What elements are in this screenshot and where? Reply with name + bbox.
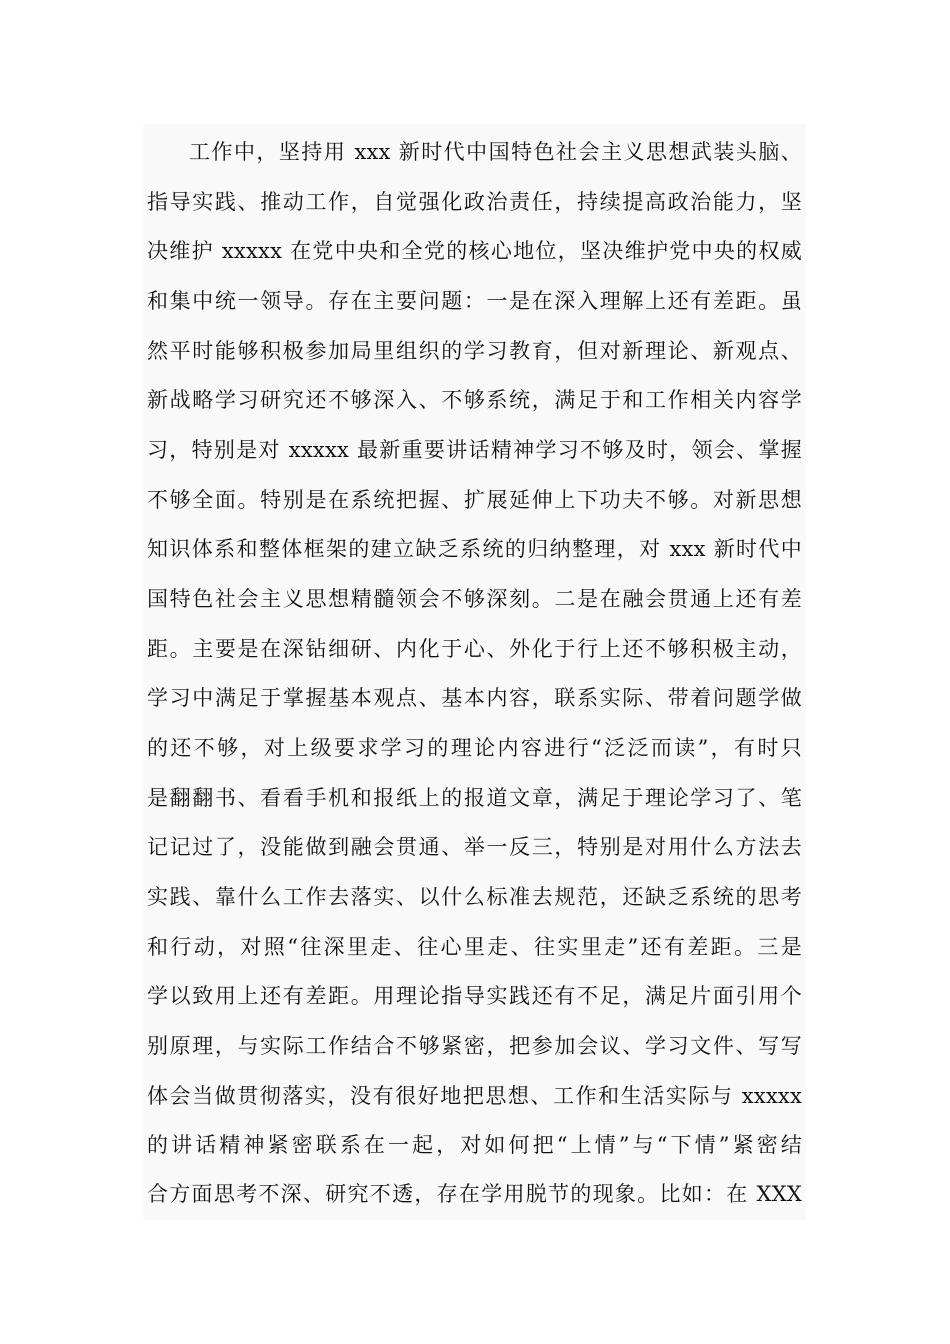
text-line: 国特色社会主义思想精髓领会不够深刻。二是在融会贯通上还有差 <box>147 587 802 611</box>
text-line: 距。主要是在深钻细研、内化于心、外化于行上还不够积极主动， <box>147 637 802 661</box>
body-paragraph <box>143 124 806 1220</box>
text-line: 新战略学习研究还不够深入、不够系统，满足于和工作相关内容学 <box>147 388 802 412</box>
text-line: 的还不够，对上级要求学习的理论内容进行“泛泛而读”，有时只 <box>147 736 802 760</box>
text-line: 体会当做贯彻落实，没有很好地把思想、工作和生活实际与 xxxxx <box>147 1084 802 1108</box>
text-line: 工作中，坚持用 xxx 新时代中国特色社会主义思想武装头脑、 <box>189 140 802 164</box>
text-line: 是翻翻书、看看手机和报纸上的报道文章，满足于理论学习了、笔 <box>147 786 802 810</box>
text-line: 学习中满足于掌握基本观点、基本内容，联系实际、带着问题学做 <box>147 686 802 710</box>
text-line: 合方面思考不深、研究不透，存在学用脱节的现象。比如：在 XXX <box>147 1182 802 1206</box>
text-line: 实践、靠什么工作去落实、以什么标准去规范，还缺乏系统的思考 <box>147 885 802 909</box>
text-line: 不够全面。特别是在系统把握、扩展延伸上下功夫不够。对新思想 <box>147 488 802 512</box>
text-line: 知识体系和整体框架的建立缺乏系统的归纳整理，对 xxx 新时代中 <box>147 537 802 561</box>
text-line: 决维护 xxxxx 在党中央和全党的核心地位，坚决维护党中央的权威 <box>147 239 802 263</box>
text-line: 然平时能够积极参加局里组织的学习教育，但对新理论、新观点、 <box>147 339 802 363</box>
text-line: 学以致用上还有差距。用理论指导实践还有不足，满足片面引用个 <box>147 984 802 1008</box>
text-line: 和集中统一领导。存在主要问题：一是在深入理解上还有差距。虽 <box>147 289 802 313</box>
text-line: 的讲话精神紧密联系在一起，对如何把“上情”与“下情”紧密结 <box>147 1133 802 1157</box>
text-line: 指导实践、推动工作，自觉强化政治责任，持续提高政治能力，坚 <box>147 190 802 214</box>
text-line: 记记过了，没能做到融会贯通、举一反三，特别是对用什么方法去 <box>147 835 802 859</box>
text-line: 和行动，对照“往深里走、往心里走、往实里走”还有差距。三是 <box>147 935 802 959</box>
text-line: 别原理，与实际工作结合不够紧密，把参加会议、学习文件、写写 <box>147 1034 802 1058</box>
text-line: 习，特别是对 xxxxx 最新重要讲话精神学习不够及时，领会、掌握 <box>147 438 802 462</box>
